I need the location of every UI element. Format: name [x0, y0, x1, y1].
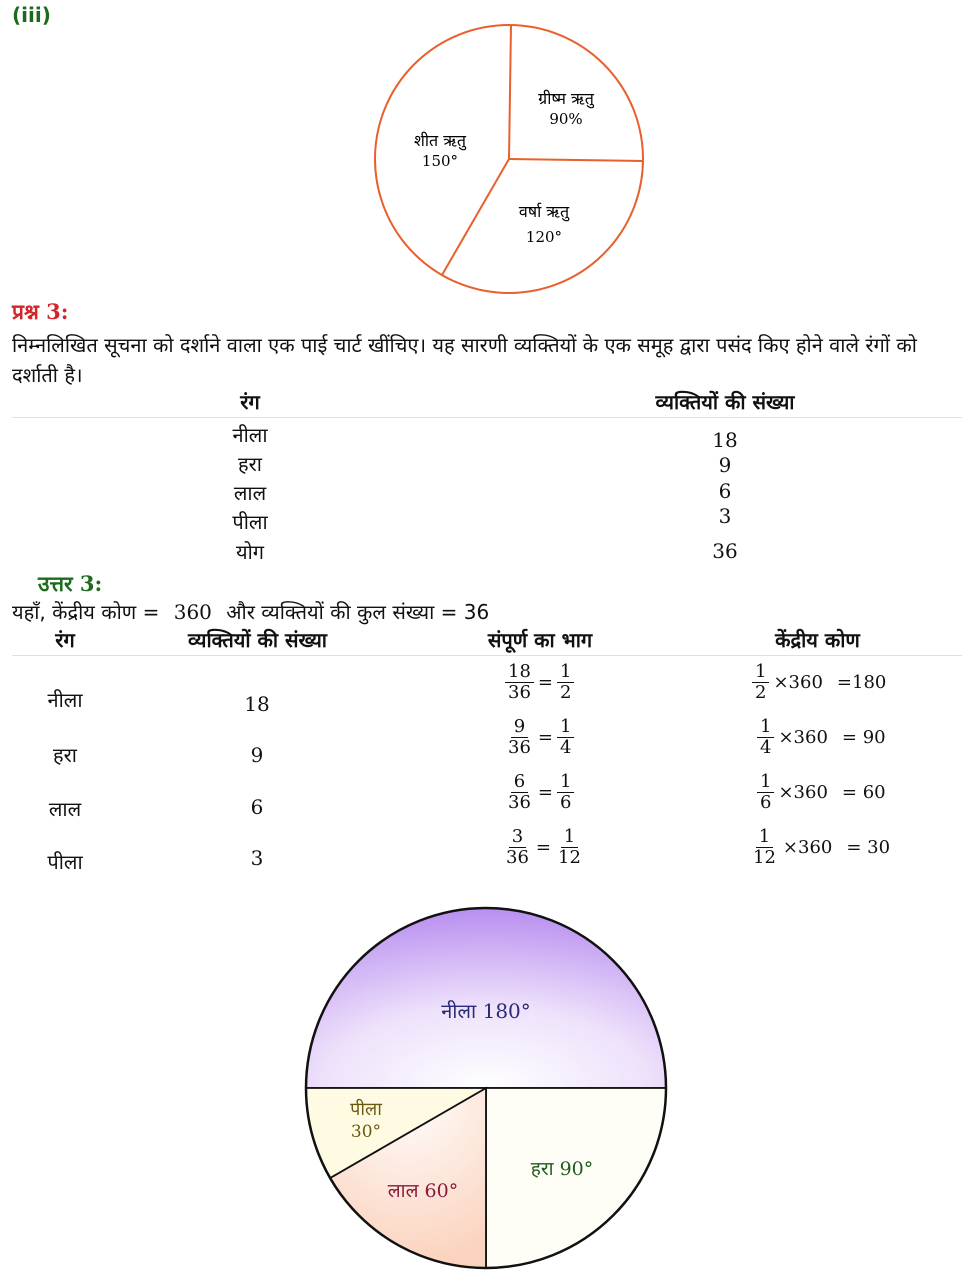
- a-table-row-count: 9: [250, 743, 264, 767]
- a-table-row-angle: [757, 772, 886, 813]
- fraction-numerator: 18: [505, 662, 534, 683]
- angle-multiplier: ×360: [778, 727, 828, 748]
- fraction-denominator: 12: [753, 847, 776, 868]
- angle-result: =180: [836, 672, 887, 693]
- fraction-denominator: 36: [506, 847, 529, 868]
- a-table-row-angle: [757, 717, 886, 758]
- question-text: निम्नलिखित सूचना को दर्शाने वाला एक पाई चार्ट खींचिए। यह सारणी व्यक्तियों के एक समूह द्वारा पसंद किए होने वाले रंगों को दर्शाती है।: [12, 333, 917, 387]
- q-table-row-count: 6: [718, 479, 732, 503]
- answer-intro-value: 360: [173, 600, 212, 624]
- q-table-row-color: लाल: [233, 481, 267, 505]
- slice-label-rainy: वर्षा ऋतु: [518, 202, 570, 221]
- q-table-row-count: 18: [712, 428, 738, 452]
- a-table-row-color: नीला: [47, 688, 83, 712]
- a-table-row-color: हरा: [53, 743, 77, 767]
- a-table-row-angle: [750, 827, 890, 868]
- fraction-denominator: 36: [508, 682, 531, 703]
- fraction-numerator: 6: [511, 772, 528, 793]
- angle-multiplier: ×360: [778, 782, 828, 803]
- q-table-row-count: 3: [718, 504, 732, 528]
- slice-name-blue: नीला: [441, 999, 477, 1023]
- fraction-denominator: 6: [760, 792, 772, 813]
- slice-blue: [306, 908, 666, 1088]
- fraction-denominator: 6: [560, 792, 572, 813]
- angle-multiplier: ×360: [782, 837, 833, 858]
- fraction-numerator: 1: [557, 772, 574, 793]
- angle-result: = 30: [846, 837, 891, 858]
- fraction-numerator: 1: [752, 662, 769, 683]
- a-table-row-color: पीला: [47, 850, 83, 874]
- q-table-row-color: हरा: [238, 452, 262, 476]
- a-table-row-count: 18: [244, 692, 270, 716]
- q-table-header-color: रंग: [240, 390, 260, 414]
- q-table-row-color: नीला: [232, 423, 268, 447]
- angle-result: = 90: [841, 727, 886, 748]
- fraction-numerator: 3: [509, 827, 526, 848]
- slice-label-summer: ग्रीष्म ऋतु: [538, 89, 594, 108]
- q-table-row-color: पीला: [232, 510, 268, 534]
- slice-name-red: लाल: [387, 1180, 419, 1202]
- slice-value-winter: 150°: [421, 152, 459, 170]
- slice-label-green: [531, 1158, 594, 1180]
- q-table-header-count: व्यक्तियों की संख्या: [655, 390, 795, 414]
- slice-label-blue: [441, 999, 531, 1023]
- fraction-denominator: 4: [560, 737, 572, 758]
- fraction-numerator: 1: [561, 827, 578, 848]
- colors-pie-slices: [306, 908, 666, 1268]
- fraction-denominator: 36: [508, 792, 531, 813]
- slice-value-red: 60°: [424, 1180, 459, 1202]
- q-table-divider: [12, 417, 962, 418]
- answer-intro-part1: यहाँ, केंद्रीय कोण =: [12, 600, 160, 624]
- answer-heading: उत्तर 3:: [38, 571, 103, 596]
- q-table-row-count: 36: [712, 539, 738, 563]
- angle-result: = 60: [841, 782, 886, 803]
- a-table-row-color: लाल: [48, 797, 82, 821]
- fraction-numerator: 1: [757, 772, 774, 793]
- a-table-row-count: 6: [250, 795, 264, 819]
- a-table-row-fraction: $\frac{9}{36}$ = $\frac{1}{4}$: [505, 717, 574, 758]
- fraction-numerator: 1: [557, 662, 574, 683]
- slice-name-yellow: पीला: [350, 1099, 382, 1120]
- slice-value-yellow: 30°: [350, 1122, 382, 1142]
- fraction-numerator: 1: [756, 827, 773, 848]
- fraction-denominator: 4: [760, 737, 772, 758]
- a-table-row-count: 3: [250, 846, 264, 870]
- fraction-denominator: 36: [508, 737, 531, 758]
- fraction-numerator: 1: [757, 717, 774, 738]
- seasons-pie-chart: [370, 20, 650, 300]
- slice-value-green: 90°: [559, 1158, 594, 1180]
- a-table-header-count: व्यक्तियों की संख्या: [188, 628, 327, 652]
- colors-pie-chart: [300, 905, 672, 1277]
- a-table-row-fraction: $\frac{6}{36}$ = $\frac{1}{6}$: [505, 772, 574, 813]
- a-table-header-fraction: संपूर्ण का भाग: [487, 628, 593, 652]
- a-table-divider: [12, 655, 962, 656]
- a-table-header-angle: केंद्रीय कोण: [775, 628, 860, 652]
- answer-intro: [12, 598, 489, 625]
- answer-intro-part2: और व्यक्तियों की कुल संख्या = 36: [226, 600, 490, 624]
- a-table-row-angle: [752, 662, 886, 703]
- slice-value-rainy: 120°: [525, 228, 563, 246]
- q-table-row-count: 9: [718, 453, 732, 477]
- slice-label-red: [388, 1180, 458, 1202]
- question-heading: प्रश्न 3:: [12, 299, 69, 324]
- fraction-denominator: 2: [560, 682, 572, 703]
- slice-value-blue: 180°: [482, 999, 531, 1023]
- fraction-denominator: 12: [558, 847, 581, 868]
- section-label: (iii): [12, 3, 51, 27]
- a-table-header-color: रंग: [55, 628, 75, 652]
- a-table-row-fraction: $\frac{18}{36}$ = $\frac{1}{2}$: [505, 662, 574, 703]
- a-table-row-fraction: $\frac{3}{36}$ = $\frac{1}{12}$: [503, 827, 584, 868]
- fraction-denominator: 2: [755, 682, 767, 703]
- slice-name-green: हरा: [530, 1158, 554, 1180]
- slice-value-summer: 90%: [549, 110, 583, 128]
- fraction-numerator: 1: [557, 717, 574, 738]
- angle-multiplier: ×360: [773, 672, 823, 693]
- q-table-row-color: योग: [235, 540, 265, 564]
- fraction-numerator: 9: [511, 717, 528, 738]
- slice-label-winter: शीत ऋतु: [414, 131, 466, 150]
